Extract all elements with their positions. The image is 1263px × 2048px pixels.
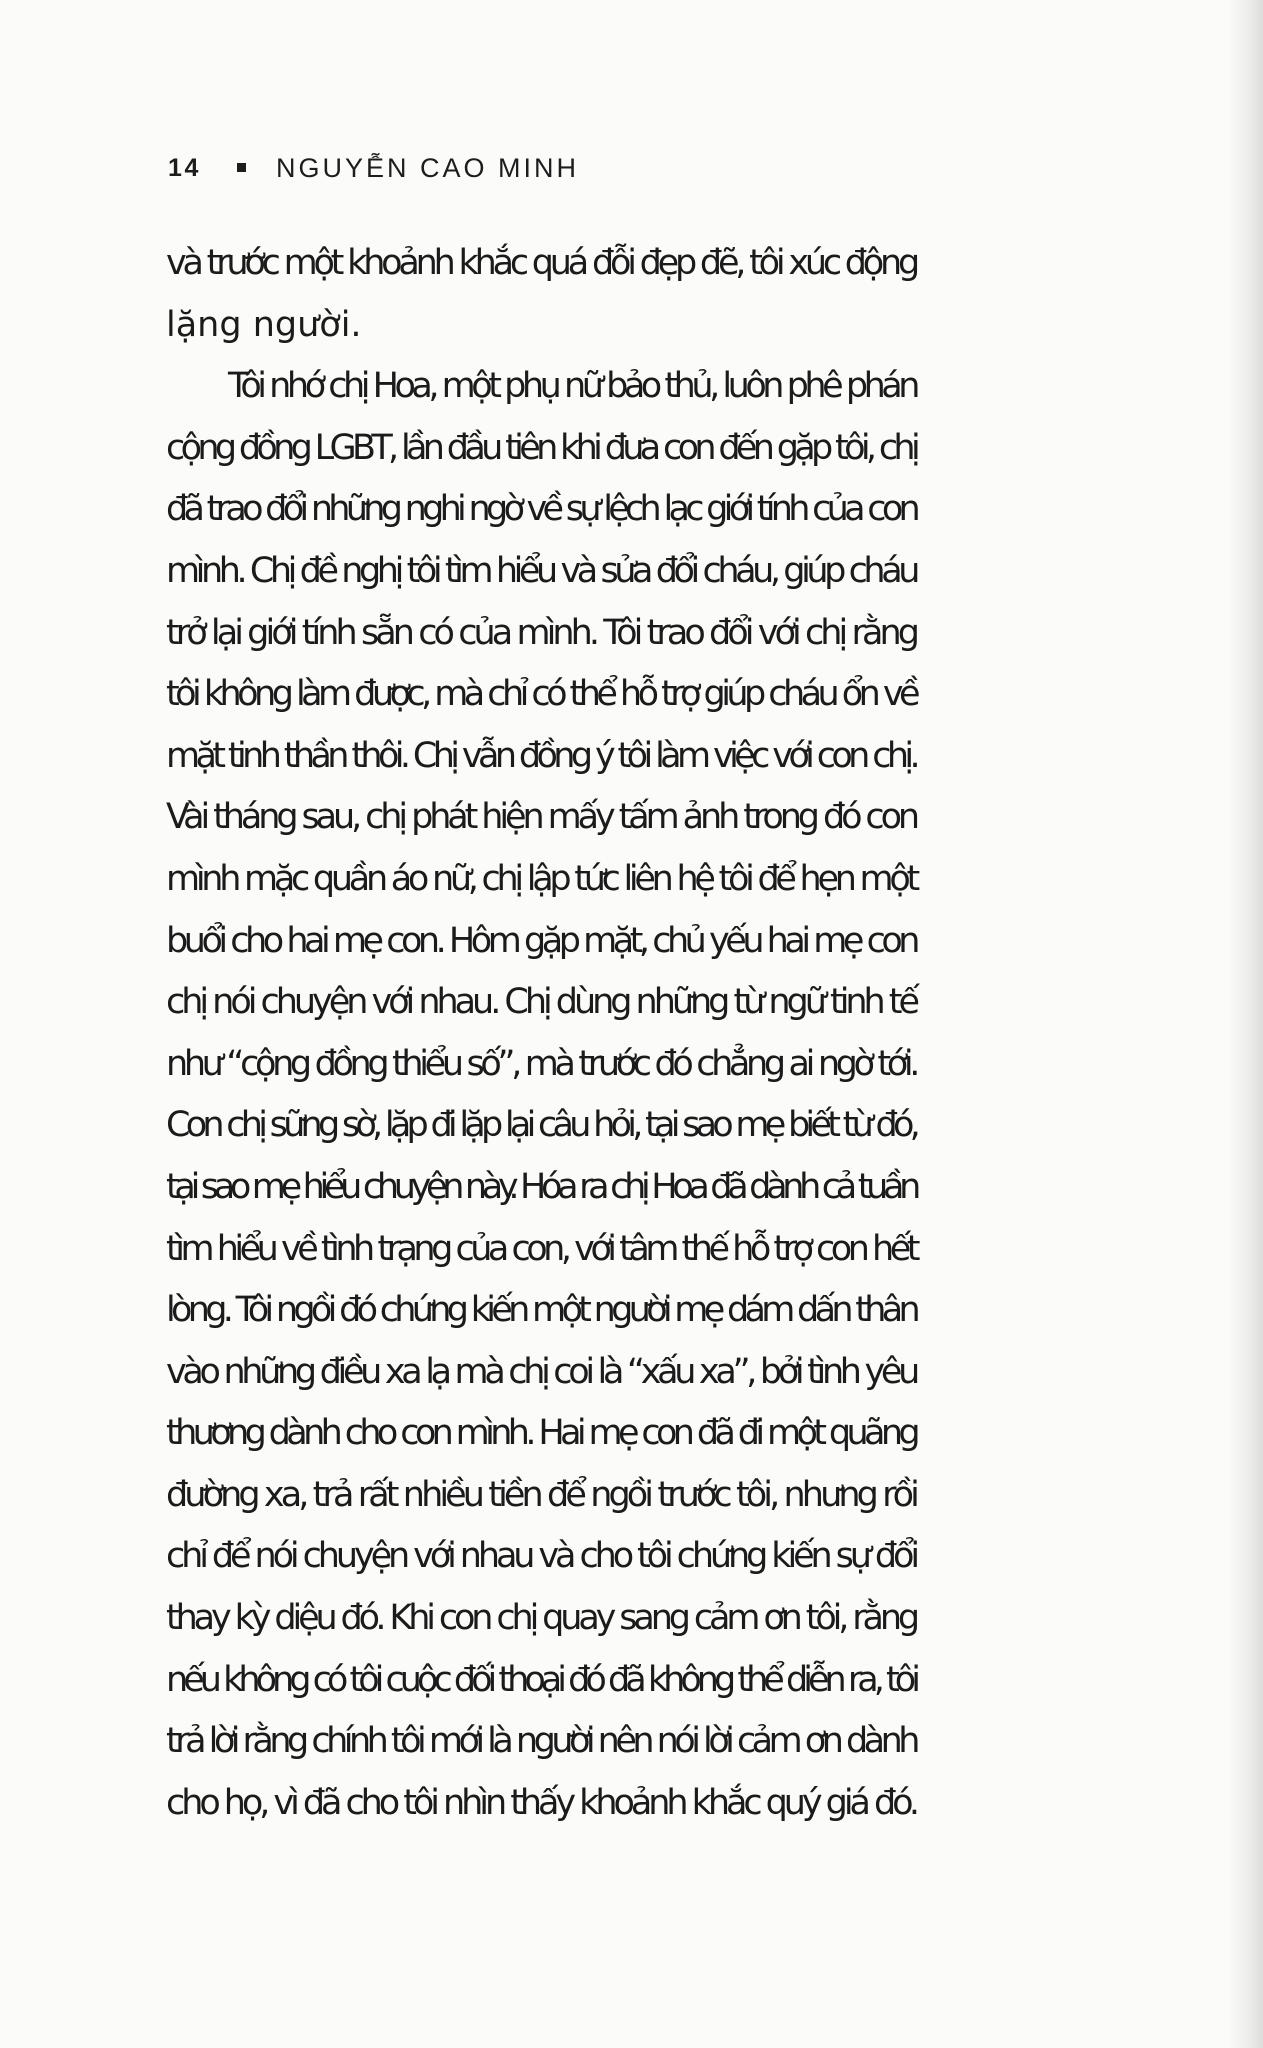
text-line: mình. Chị đề nghị tôi tìm hiểu và sửa đổi cháu, giúp cháu	[166, 550, 916, 591]
page-number: 14	[168, 153, 202, 182]
text-line: chỉ để nói chuyện với nhau và cho tôi chứng kiến sự đổi	[166, 1536, 917, 1577]
text-line: mặt tinh thần thôi. Chị vẫn đồng ý tôi làm việc với con chị.	[166, 735, 917, 776]
text-line: Con chị sững sờ, lặp đi lặp lại câu hỏi, tại sao mẹ biết từ đó,	[166, 1105, 917, 1146]
text-line: lặng người.	[166, 304, 362, 345]
page-edge-shadow	[1227, 0, 1263, 2048]
text-line: đã trao đổi những nghi ngờ về sự lệch lạc giới tính của con	[166, 489, 916, 530]
text-line: thương dành cho con mình. Hai mẹ con đã đi một quãng	[166, 1413, 916, 1454]
text-line: cộng đồng LGBT, lần đầu tiên khi đưa con đến gặp tôi, chị	[166, 427, 917, 468]
text-line: trả lời rằng chính tôi mới là người nên nói lời cảm ơn dành	[166, 1721, 916, 1762]
text-line: trở lại giới tính sẵn có của mình. Tôi trao đổi với chị rằng	[166, 612, 916, 653]
text-line: Tôi nhớ chị Hoa, một phụ nữ bảo thủ, luôn phê phán	[228, 366, 916, 407]
text-line: và trước một khoảnh khắc quá đỗi đẹp đẽ, tôi xúc động	[166, 243, 917, 283]
text-line: tôi không làm được, mà chỉ có thể hỗ trợ giúp cháu ổn về	[166, 674, 917, 715]
text-line: Vài tháng sau, chị phát hiện mấy tấm ảnh trong đó con	[166, 797, 917, 838]
text-line: đường xa, trả rất nhiều tiền để ngồi trước tôi, nhưng rồi	[166, 1474, 916, 1515]
text-line: như “cộng đồng thiểu số”, mà trước đó chẳng ai ngờ tới.	[166, 1043, 917, 1084]
text-line: cho họ, vì đã cho tôi nhìn thấy khoảnh khắc quý giá đó.	[166, 1782, 916, 1823]
text-line: tại sao mẹ hiểu chuyện này. Hóa ra chị Hoa đã dành cả tuần	[166, 1166, 917, 1207]
text-line: chị nói chuyện với nhau. Chị dùng những từ ngữ tinh tế	[166, 982, 916, 1023]
text-line: tìm hiểu về tình trạng của con, với tâm thế hỗ trợ con hết	[166, 1228, 917, 1269]
text-line: vào những điều xa lạ mà chị coi là “xấu xa”, bởi tình yêu	[166, 1351, 916, 1392]
header-separator-dot	[237, 163, 246, 172]
running-header	[168, 148, 579, 188]
author-name: NGUYỄN CAO MINH	[276, 152, 580, 183]
text-line: buổi cho hai mẹ con. Hôm gặp mặt, chủ yếu hai mẹ con	[166, 920, 916, 961]
text-line: thay kỳ diệu đó. Khi con chị quay sang cảm ơn tôi, rằng	[166, 1598, 917, 1639]
text-line: lòng. Tôi ngồi đó chứng kiến một người mẹ dám dấn thân	[166, 1290, 916, 1331]
body-text	[166, 233, 1166, 1834]
text-line: mình mặc quần áo nữ, chị lập tức liên hệ tôi để hẹn một	[166, 858, 916, 899]
text-line: nếu không có tôi cuộc đối thoại đó đã không thể diễn ra, tôi	[166, 1659, 916, 1700]
